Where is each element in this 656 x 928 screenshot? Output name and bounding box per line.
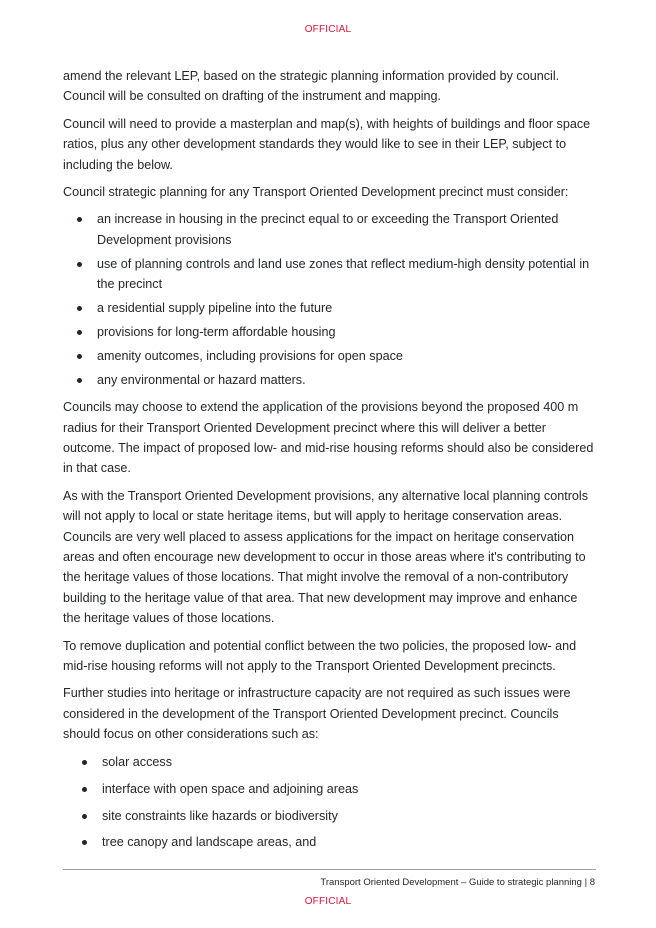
paragraph: Councils may choose to extend the application of the provisions beyond the proposed 400 m radius for their Transport Oriented Development precinct where this will deliver a better outcome. The impact of proposed low- and mid-rise housing reforms should also be considered in that case. (63, 400, 594, 476)
bullet-icon (77, 306, 82, 311)
bullet-icon (77, 354, 82, 359)
list-item (63, 346, 598, 366)
paragraph: Further studies into heritage or infrastructure capacity are not required as such issues were considered in the development of the Transport Oriented Development precinct. Councils should focus on other considerations such as: (63, 686, 571, 742)
list-item (63, 832, 598, 852)
bullet-icon (82, 814, 87, 819)
bullet-icon (82, 840, 87, 845)
list-item (63, 298, 598, 318)
paragraph: As with the Transport Oriented Development provisions, any alternative local planning controls will not apply to local or state heritage items, but will apply to heritage conservation areas. Councils are very well placed to assess applications for the impact on heritage conservation areas and often encourage new development to occur in those areas where it's contributing to the heritage values of those locations. That might involve the removal of a non-contributory building to the heritage value of that area. That new development may improve and enhance the heritage values of those locations. (63, 488, 589, 626)
list-item (63, 370, 598, 390)
paragraph: Council strategic planning for any Transport Oriented Development precinct must consider: (63, 185, 569, 200)
list-item-text: amenity outcomes, including provisions for open space (97, 348, 403, 363)
list-item-text: solar access (102, 754, 172, 769)
list-item-text: tree canopy and landscape areas, and (102, 835, 317, 850)
list-item-text: provisions for long-term affordable housing (97, 324, 336, 339)
classification-label-bottom: OFFICIAL (304, 896, 352, 907)
bullet-icon (77, 217, 82, 222)
document-body (63, 66, 598, 860)
list-item (63, 779, 598, 799)
list-item (63, 752, 598, 772)
list-item (63, 322, 598, 342)
focus-list (63, 752, 598, 853)
list-item-text: any environmental or hazard matters. (97, 372, 306, 387)
paragraph: Council will need to provide a masterplan and map(s), with heights of buildings and floor space ratios, plus any other development standards they would like to see in their LEP, subject to including the below. (63, 116, 591, 172)
list-item-text: interface with open space and adjoining areas (102, 781, 359, 796)
list-item-text: a residential supply pipeline into the future (97, 301, 333, 316)
list-item-text: an increase in housing in the precinct equal to or exceeding the Transport Oriented Development provisions (97, 212, 559, 247)
bullet-icon (77, 378, 82, 383)
list-item (63, 254, 598, 295)
paragraph: amend the relevant LEP, based on the strategic planning information provided by council. Council will be consulted on drafting of the instrument and mapping. (63, 69, 560, 104)
bullet-icon (82, 760, 87, 765)
bullet-icon (82, 787, 87, 792)
list-item (63, 806, 598, 826)
bullet-icon (77, 262, 82, 267)
classification-label-top: OFFICIAL (304, 24, 352, 35)
consider-list (63, 209, 598, 390)
paragraph: To remove duplication and potential conflict between the two policies, the proposed low- and mid-rise housing reforms will not apply to the Transport Oriented Development precincts. (63, 638, 577, 674)
page-footer: Transport Oriented Development – Guide to strategic planning | 8 (320, 877, 595, 888)
footer-divider (63, 869, 596, 870)
list-item-text: site constraints like hazards or biodiversity (102, 808, 338, 823)
bullet-icon (77, 330, 82, 335)
list-item (63, 209, 598, 250)
list-item-text: use of planning controls and land use zones that reflect medium-high density potential in the precinct (97, 256, 590, 292)
